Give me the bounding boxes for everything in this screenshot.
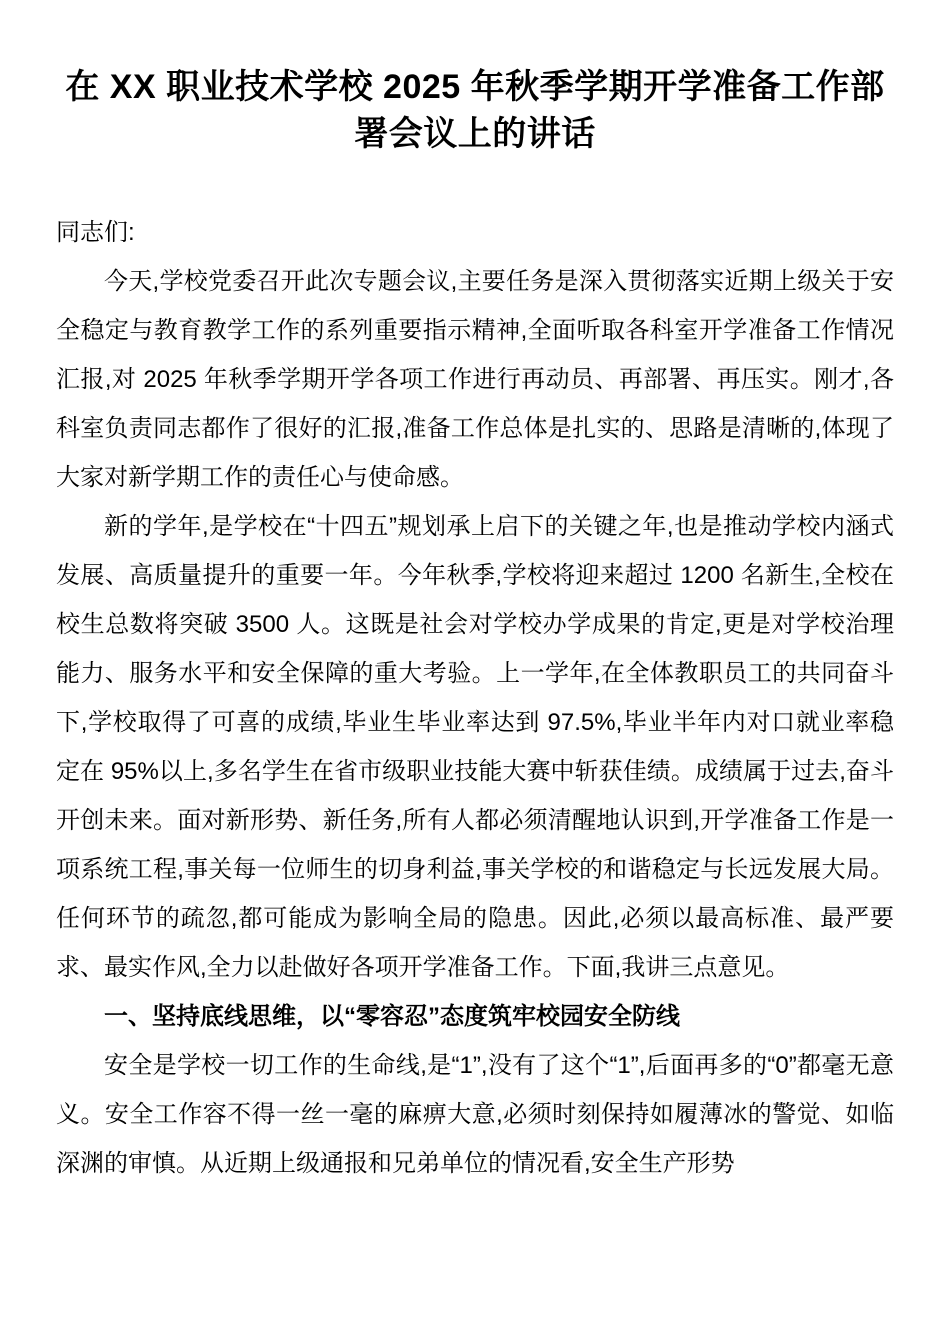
section-heading-safety-bottom-line: 一、坚持底线思维，以“零容忍”态度筑牢校园安全防线 [104, 1003, 680, 1030]
paragraph-safety-lifeline: 安全是学校一切工作的生命线,是“1”,没有了这个“1”,后面再多的“0”都毫无意义。安全工作容不得一丝一毫的麻痹大意,必须时刻保持如履薄冰的警觉、如临深渊的审慎。从近期上级通报和兄弟单位的情况看,安全生产形势 [56, 1052, 894, 1177]
paragraph-meeting-purpose: 今天,学校党委召开此次专题会议,主要任务是深入贯彻落实近期上级关于安全稳定与教育教学工作的系列重要指示精神,全面听取各科室开学准备工作情况汇报,对 2025 年秋季学期开学各项工作进行再动员、再部署、再压实。刚才,各科室负责同志都作了很好的汇报,准备工作总体是扎实的、思路是清晰的,体现了大家对新学期工作的责任心与使命感。 [56, 268, 894, 491]
document-body [56, 208, 894, 1188]
salutation: 同志们: [56, 219, 135, 246]
document-title: 在 XX 职业技术学校 2025 年秋季学期开学准备工作部署会议上的讲话 [65, 68, 885, 153]
paragraph-new-school-year: 新的学年,是学校在“十四五”规划承上启下的关键之年,也是推动学校内涵式发展、高质量提升的重要一年。今年秋季,学校将迎来超过 1200 名新生,全校在校生总数将突破 3500 人。这既是社会对学校办学成果的肯定,更是对学校治理能力、服务水平和安全保障的重大考验。上一学年,在全体教职员工的共同奋斗下,学校取得了可喜的成绩,毕业生毕业率达到 97.5%,毕业半年内对口就业率稳定在 95%以上,多名学生在省市级职业技能大赛中斩获佳绩。成绩属于过去,奋斗开创未来。面对新形势、新任务,所有人都必须清醒地认识到,开学准备工作是一项系统工程,事关每一位师生的切身利益,事关学校的和谐稳定与长远发展大局。任何环节的疏忽,都可能成为影响全局的隐患。因此,必须以最高标准、最严要求、最实作风,全力以赴做好各项开学准备工作。下面,我讲三点意见。 [56, 513, 894, 981]
